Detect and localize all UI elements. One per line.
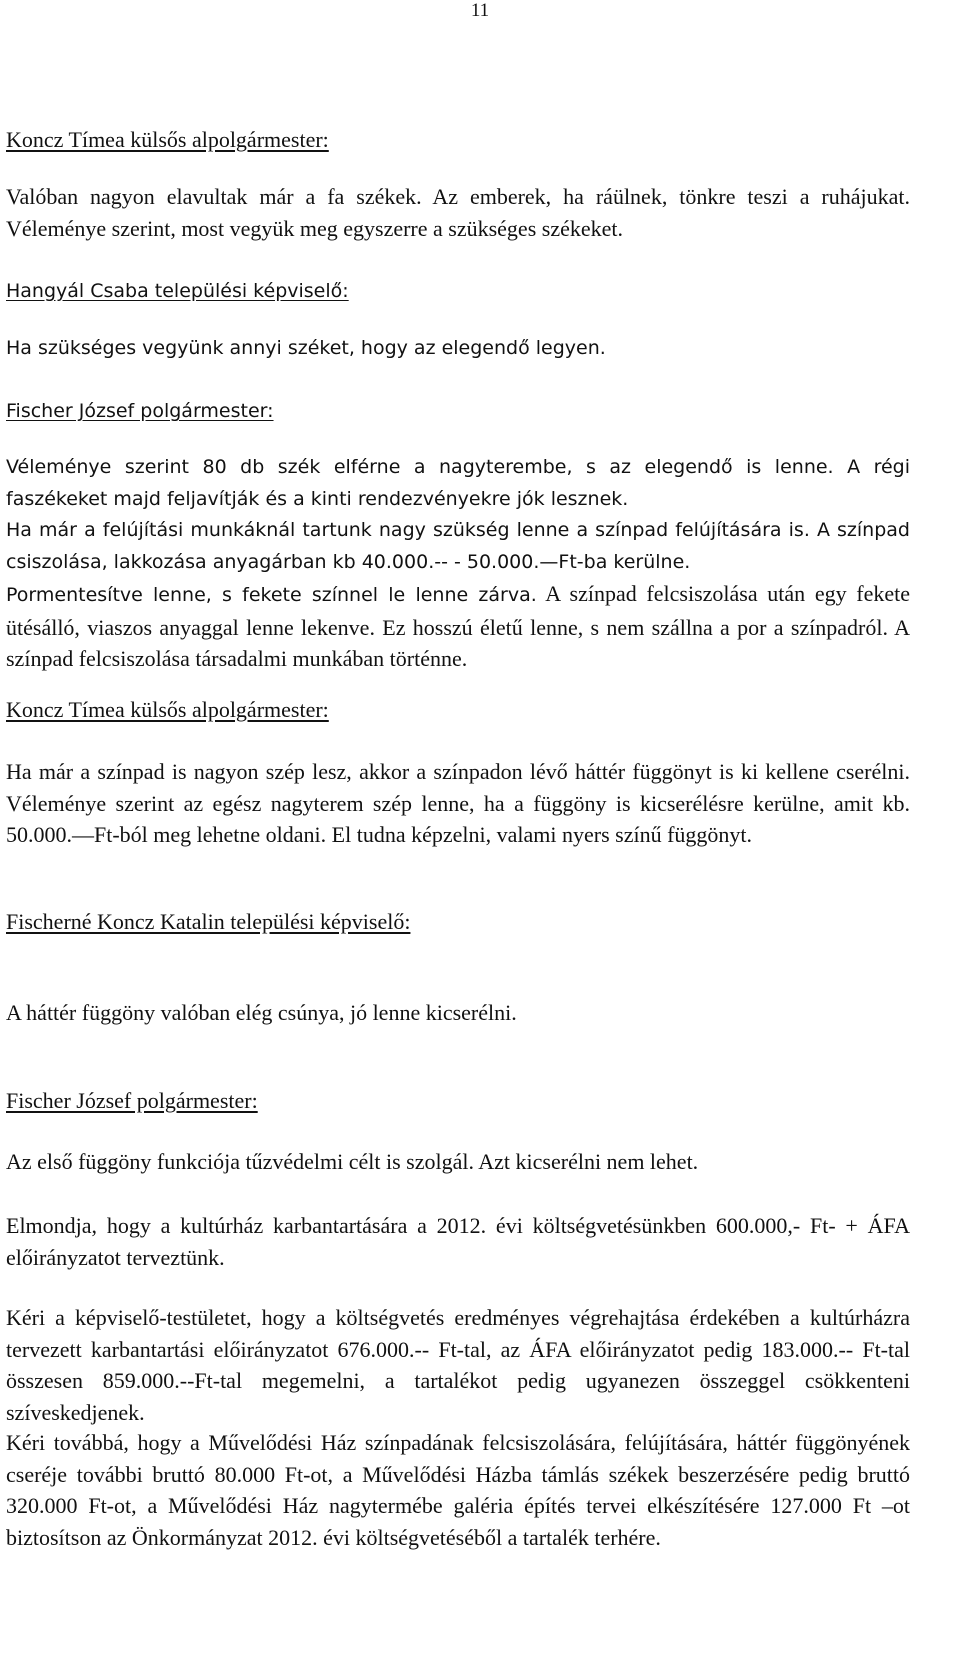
paragraph: Kéri továbbá, hogy a Művelődési Ház színpadának felcsiszolására, felújítására, háttér függönyének cseréje további bruttó 80.000 Ft-ot, a Művelődési Házba támlás székek beszerzésére pedig bruttó 320.000 Ft-ot, a Művelődési Ház nagytermébe galéria építés tervei elkészítésére 127.000 Ft –ot biztosítson az Önkormányzat 2012. évi költségvetéséből a tartalék terhére. (6, 1430, 910, 1550)
paragraph (6, 452, 910, 515)
paragraph-sentence: Pormentesítve lenne, s fekete színnel le lenne zárva. (6, 584, 537, 606)
speaker-heading: Fischerné Koncz Katalin települési képviselő: (6, 909, 411, 934)
speaker-heading: Koncz Tímea külsős alpolgármester: (6, 697, 329, 722)
paragraph-sentence: Véleménye szerint 80 db szék elférne a nagyterembe, s az elegendő is lenne. (6, 456, 834, 478)
paragraph: Ha már a színpad is nagyon szép lesz, akkor a színpadon lévő háttér függönyt is ki kellene cserélni. Véleménye szerint az egész nagyterem szép lenne, ha a függöny is kicserélésre kerülne, amit kb. 50.000.—Ft-ból meg lehetne oldani. El tudna képzelni, valami nyers színű függönyt. (6, 759, 910, 848)
page-number: 11 (470, 0, 490, 21)
paragraph: Az első függöny funkciója tűzvédelmi célt is szolgál. Azt kicserélni nem lehet. (6, 1149, 699, 1174)
paragraph-sentence: A régi faszékeket majd feljavítják és a kinti rendezvényekre jók lesznek. (6, 456, 910, 510)
paragraph: Valóban nagyon elavultak már a fa székek. Az emberek, ha ráülnek, tönkre teszi a ruhájukat. Véleménye szerint, most vegyük meg egyszerre a szükséges székeket. (6, 184, 910, 241)
speaker-heading: Fischer József polgármester: (6, 400, 274, 422)
paragraph: Kéri a képviselő-testületet, hogy a költségvetés eredményes végrehajtása érdekében a kultúrházra tervezett karbantartási előirányzatot 676.000.-- Ft-tal, az ÁFA előirányzatot pedig 183.000.-- Ft-tal összesen 859.000.--Ft-tal megemelni, a tartalékot pedig ugyanezen összeggel csökkenteni szíveskedjenek. (6, 1305, 910, 1425)
paragraph: Ha szükséges vegyünk annyi széket, hogy az elegendő legyen. (6, 337, 606, 359)
speaker-heading: Koncz Tímea külsős alpolgármester: (6, 127, 329, 152)
speaker-heading: Fischer József polgármester: (6, 1088, 258, 1113)
speaker-heading: Hangyál Csaba települési képviselő: (6, 280, 349, 302)
paragraph: A háttér függöny valóban elég csúnya, jó lenne kicserélni. (6, 1000, 517, 1025)
paragraph (6, 578, 910, 675)
paragraph: Ha már a felújítási munkáknál tartunk nagy szükség lenne a színpad felújítására is. A színpad csiszolása, lakkozása anyagárban kb 40.000.-- - 50.000.—Ft-ba kerülne. (6, 519, 910, 573)
paragraph-sentence: A színpad felcsiszolása után egy fekete ütésálló, viaszos anyaggal lenne lekenve. Ez hosszú életű lenne, s nem szállna a por a színpadról. A színpad felcsiszolása társadalmi munkában történne. (6, 581, 910, 672)
paragraph: Elmondja, hogy a kultúrház karbantartására a 2012. évi költségvetésünkben 600.000,- Ft- + ÁFA előirányzatot terveztünk. (6, 1213, 910, 1270)
